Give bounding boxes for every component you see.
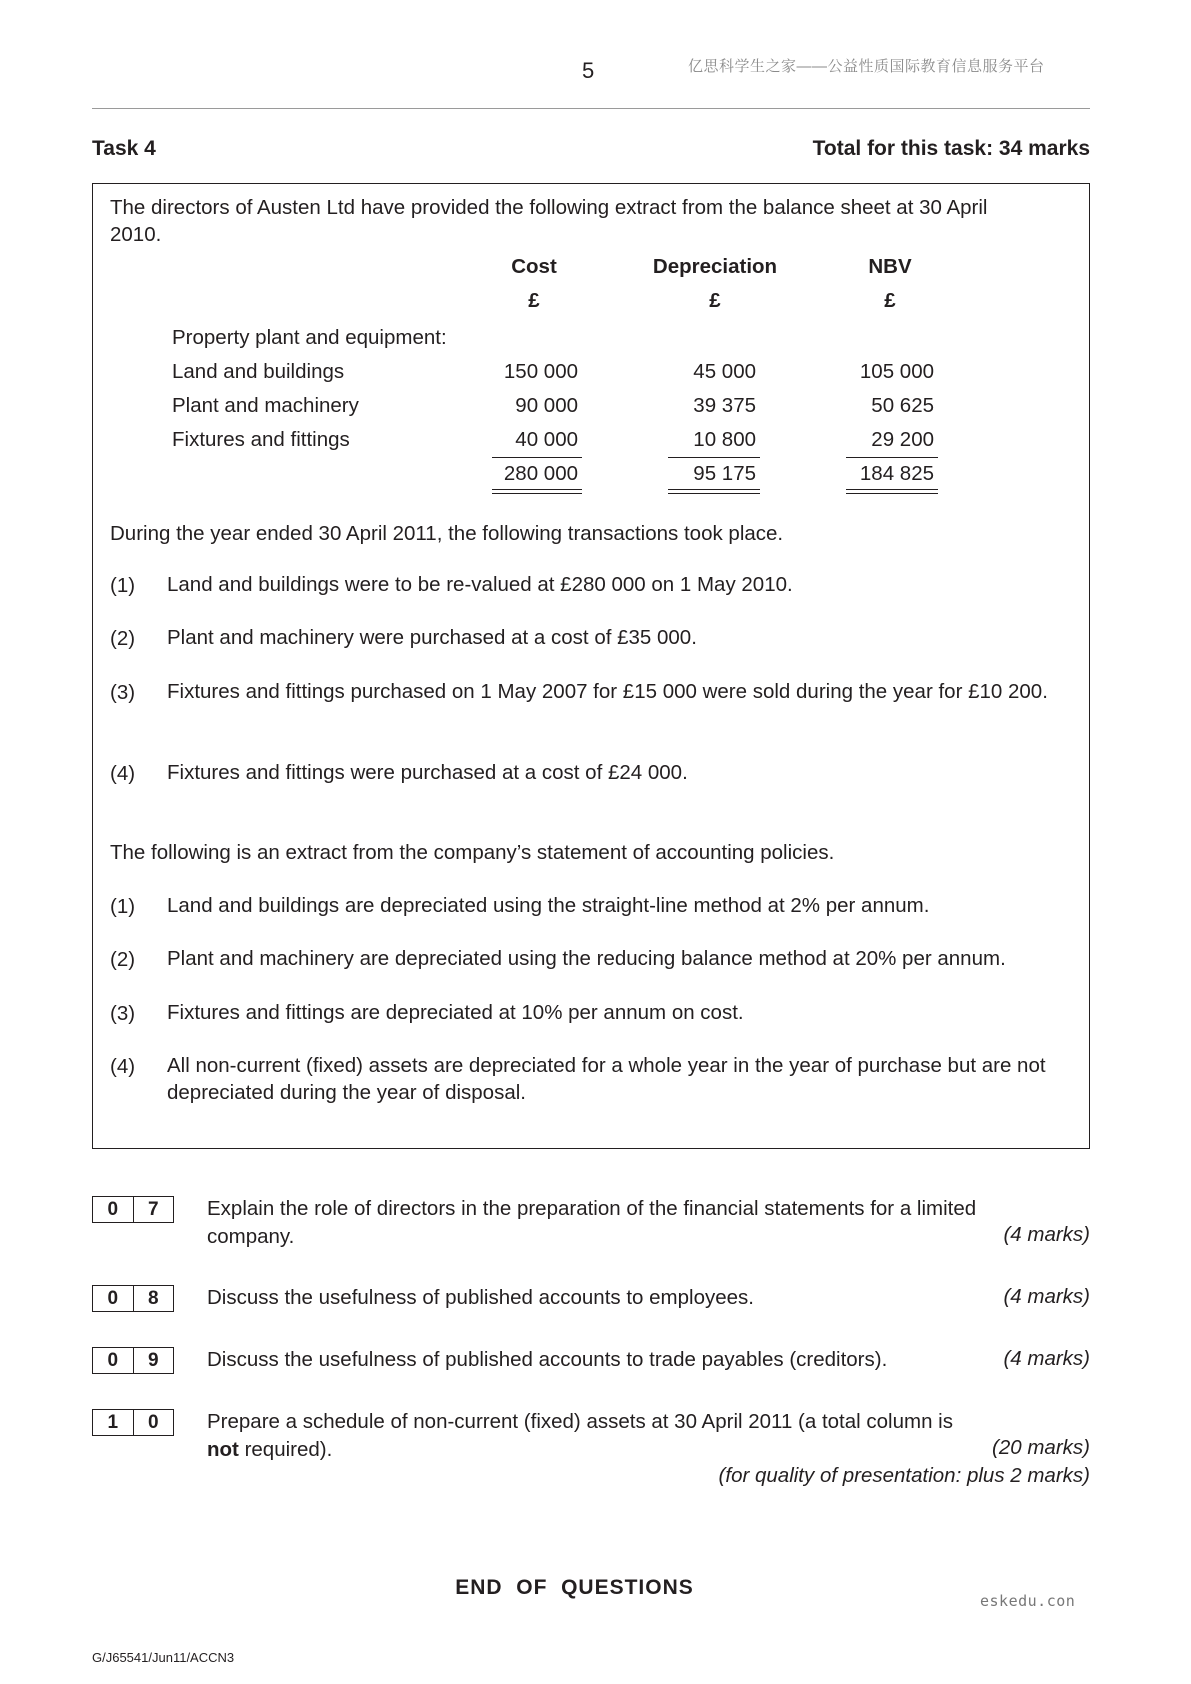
currency-cost: £ [528,289,540,312]
question-text: Discuss the usefulness of published accounts to employees. [207,1286,754,1309]
table-cell-nbv: 105 000 [859,360,934,383]
transaction-text: Fixtures and fittings were purchased at a cost of £24 000. [167,761,688,784]
question-number-box [92,1196,174,1223]
question-text [207,1408,1067,1464]
policies-intro: The following is an extract from the company’s statement of accounting policies. [110,841,835,864]
table-cell-cost: 90 000 [515,394,578,417]
intro-paragraph: The directors of Austen Ltd have provided the following extract from the balance sheet at 30 April 2010. [110,196,988,246]
table-cell-nbv: 29 200 [871,428,934,451]
question-digit: 0 [93,1348,134,1373]
column-header-cost: Cost [511,255,557,278]
currency-nbv: £ [884,289,896,312]
table-cell-cost: 150 000 [503,360,578,383]
question-number-box [92,1347,174,1374]
header-divider [92,108,1090,109]
task-title: Task 4 [92,137,156,160]
subtotal-underline-nbv [846,457,938,458]
total-double-underline-depreciation [668,489,760,494]
subtotal-underline-cost [492,457,582,458]
table-total-cost: 280 000 [503,462,578,485]
question-number-box [92,1285,174,1312]
question-marks: (4 marks) [1003,1223,1090,1246]
table-cell-depreciation: 10 800 [693,428,756,451]
transaction-number: (3) [110,681,136,704]
question-number-box [92,1409,174,1436]
question-digit: 0 [93,1286,134,1311]
presentation-marks: (for quality of presentation: plus 2 marks) [718,1464,1090,1487]
question-text-tail: required). [238,1438,333,1461]
transaction-text: Plant and machinery were purchased at a cost of £35 000. [167,626,697,649]
policy-number: (2) [110,948,136,971]
page-number: 5 [582,58,595,83]
total-double-underline-cost [492,489,582,494]
question-digit: 0 [147,1412,159,1433]
transaction-text: Fixtures and fittings purchased on 1 May 2007 for £15 000 were sold during the year for £10 200. [167,680,1048,703]
policy-text: Plant and machinery are depreciated using the reducing balance method at 20% per annum. [167,947,1006,970]
question-marks: (20 marks) [992,1436,1090,1459]
end-of-questions-text: END OF QUESTIONS [455,1576,694,1599]
transaction-number: (4) [110,762,136,785]
question-text-line: Prepare a schedule of non-current (fixed) assets at 30 April 2011 (a total column is [207,1410,953,1433]
footer-code: G/J65541/Jun11/ACCN3 [92,1650,235,1665]
question-marks: (4 marks) [1003,1285,1090,1308]
policy-text: Fixtures and fittings are depreciated at 10% per annum on cost. [167,1001,744,1024]
table-cell-depreciation: 39 375 [693,394,756,417]
policy-number: (4) [110,1055,136,1078]
column-header-nbv: NBV [868,255,912,278]
transaction-number: (2) [110,627,136,650]
table-total-depreciation: 95 175 [693,462,756,485]
question-text: Explain the role of directors in the preparation of the financial statements for a limited company. [207,1197,977,1248]
watermark-text: 亿思科学生之家——公益性质国际教育信息服务平台 [688,58,1045,75]
policy-text: All non-current (fixed) assets are depreciated for a whole year in the year of purchase but are not depreciated during the year of disposal. [167,1054,1046,1104]
question-digit: 8 [147,1288,159,1309]
table-cell-nbv: 50 625 [871,394,934,417]
table-row-label: Plant and machinery [172,394,359,417]
question-digit: 9 [147,1350,159,1371]
transaction-number: (1) [110,574,136,597]
currency-depreciation: £ [709,289,721,312]
table-row-label: Land and buildings [172,360,345,383]
question-text: Discuss the usefulness of published accounts to trade payables (creditors). [207,1348,888,1371]
transaction-text: Land and buildings were to be re-valued at £280 000 on 1 May 2010. [167,573,793,596]
transactions-intro: During the year ended 30 April 2011, the following transactions took place. [110,522,784,545]
total-double-underline-nbv [846,489,938,494]
question-marks: (4 marks) [1003,1347,1090,1370]
table-cell-depreciation: 45 000 [693,360,756,383]
table-section-label: Property plant and equipment: [172,326,447,349]
policy-text: Land and buildings are depreciated using the straight-line method at 2% per annum. [167,894,930,917]
policy-number: (1) [110,895,136,918]
column-header-depreciation: Depreciation [652,255,778,278]
question-digit: 0 [93,1197,134,1222]
question-digit: 1 [93,1410,134,1435]
site-watermark: eskedu.con [980,1592,1076,1610]
table-total-nbv: 184 825 [859,462,934,485]
table-row-label: Fixtures and fittings [172,428,350,451]
question-digit: 7 [147,1199,159,1220]
policy-number: (3) [110,1002,136,1025]
table-cell-cost: 40 000 [515,428,578,451]
emphasis-not: not [207,1438,239,1461]
task-total-marks: Total for this task: 34 marks [812,137,1090,160]
subtotal-underline-depreciation [668,457,760,458]
